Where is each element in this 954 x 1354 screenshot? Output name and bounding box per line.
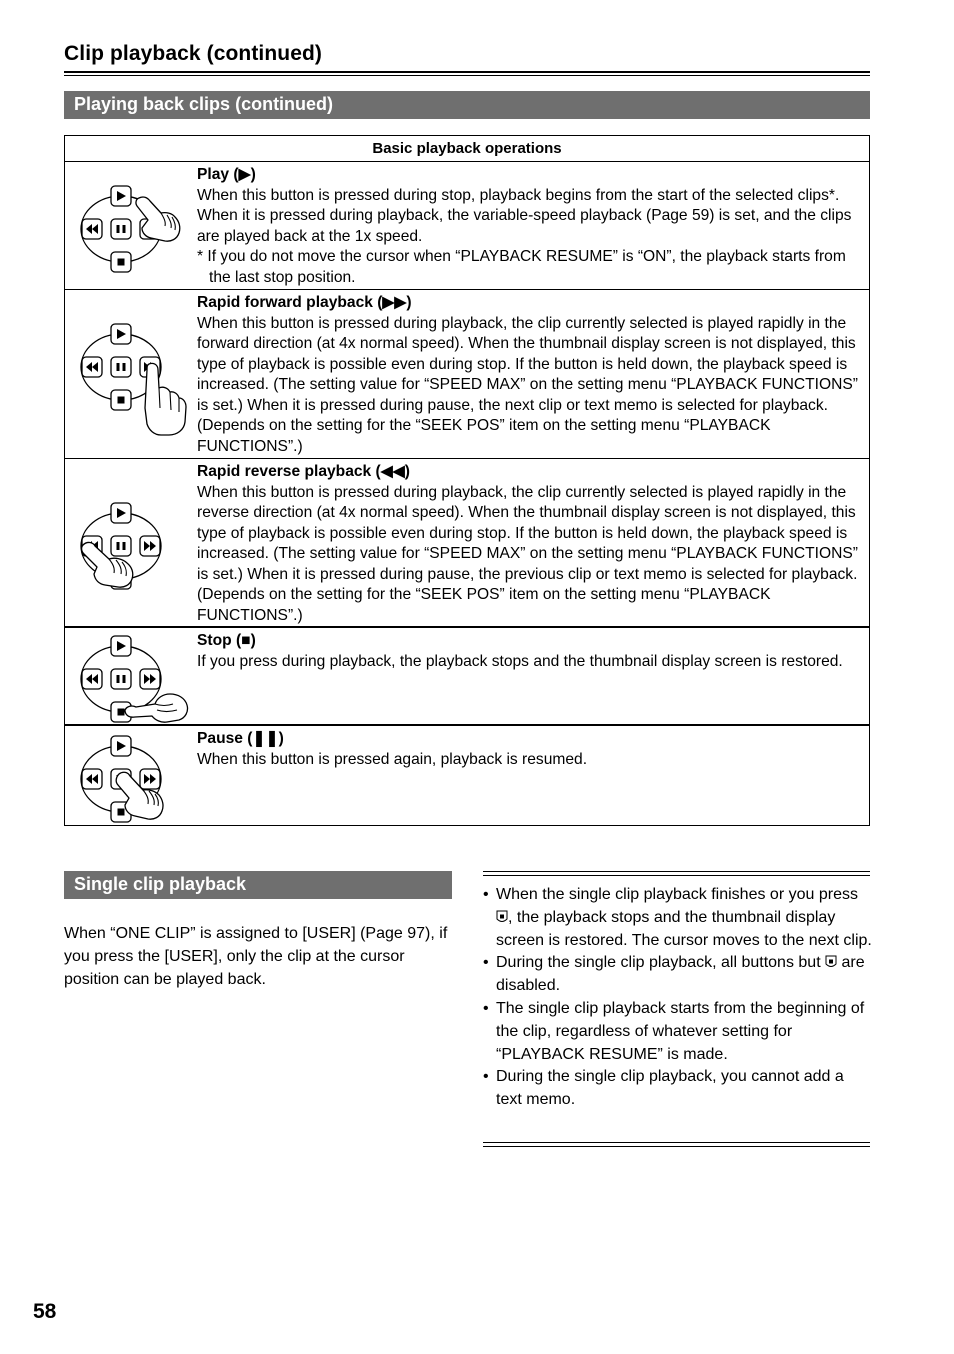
table-row-rapid-reverse xyxy=(65,459,869,628)
page-title: Clip playback (continued) xyxy=(64,42,323,65)
notes-bottom-rule xyxy=(483,1142,870,1143)
playback-operations-table xyxy=(64,135,870,826)
notes-top-rule-2 xyxy=(483,875,870,876)
stop-button-icon xyxy=(496,910,508,924)
table-header: Basic playback operations xyxy=(65,136,869,162)
section-heading-single-clip: Single clip playback xyxy=(64,871,452,899)
single-clip-paragraph: When “ONE CLIP” is assigned to [USER] (Page 97), if you press the [USER], only the clip at the cursor position can be played back. xyxy=(64,925,448,988)
notes-bottom-rule-2 xyxy=(483,1146,870,1147)
bullet: • xyxy=(483,999,489,1017)
play-button-illustration xyxy=(75,180,191,276)
list-item: • When the single clip playback finishes or you press , the playback stops and the thumbnail display screen is restored. The cursor moves to the next clip. xyxy=(483,886,872,949)
list-item: • During the single clip playback, you cannot add a text memo. xyxy=(483,1068,844,1109)
pause-button-illustration xyxy=(75,732,191,828)
hand-pointer-icon xyxy=(145,363,186,435)
title-rule xyxy=(64,71,870,73)
list-item: • During the single clip playback, all buttons but are disabled. xyxy=(483,954,865,995)
operation-description: When this button is pressed during playback, the clip currently selected is played rapidly in the reverse direction (at 4x normal speed). When the thumbnail display screen is not displayed, this type of playback is possible even during stop. If the button is held down, the playback speed is increased. (The setting value for “SPEED MAX” on the setting menu “PLAYBACK FUNCTIONS” is set.) When it is pressed during pause, the previous clip or text memo is selected for playback. (Depends on the setting for the “SEEK POS” item on the setting menu “PLAYBACK FUNCTIONS”.) xyxy=(197,483,858,624)
bullet: • xyxy=(483,1068,489,1086)
title-rule-thin xyxy=(64,75,870,76)
rapid-reverse-illustration xyxy=(75,497,191,593)
operation-title: Pause (❚❚) xyxy=(197,730,284,747)
list-item: • The single clip playback starts from the beginning of the clip, regardless of whatever setting for “PLAYBACK RESUME” is made. xyxy=(483,999,865,1063)
operation-description: If you press during playback, the playback stops and the thumbnail display screen is restored. xyxy=(197,652,843,670)
operation-title: Stop (■) xyxy=(197,632,256,649)
operation-description: When this button is pressed during playback, the clip currently selected is played rapidly in the forward direction (at 4x normal speed). When the thumbnail display screen is not displayed, this type of playback is possible even during stop. If the button is held down, the playback speed is increased. (The setting value for “SPEED MAX” on the setting menu “PLAYBACK FUNCTIONS” is set.) When it is pressed during pause, the next clip or text memo is selected for playback. (Depends on the setting for the “SEEK POS” item on the setting menu “PLAYBACK FUNCTIONS”.) xyxy=(197,314,858,455)
table-row-pause xyxy=(65,726,869,826)
table-row-stop xyxy=(65,628,869,726)
operation-description: When this button is pressed during stop, playback begins from the start of the selected clips*. When it is pressed during playback, the variable-speed playback (Page 59) is set, and the clips are played back at the 1x speed. xyxy=(197,186,852,245)
stop-button-illustration xyxy=(75,632,191,724)
section-heading-playing-back: Playing back clips (continued) xyxy=(64,91,870,119)
operation-title: Rapid reverse playback (◀◀) xyxy=(197,463,410,480)
operation-title: Play (▶) xyxy=(197,166,256,183)
bullet: • xyxy=(483,886,489,903)
notes-list xyxy=(483,884,873,1112)
operation-title: Rapid forward playback (▶▶) xyxy=(197,294,412,311)
rapid-forward-illustration xyxy=(75,318,191,436)
operation-description: When this button is pressed again, playback is resumed. xyxy=(197,750,588,768)
table-row-play xyxy=(65,162,869,290)
table-row-rapid-forward xyxy=(65,290,869,459)
page-number: 58 xyxy=(33,1300,57,1323)
notes-top-rule xyxy=(483,871,870,872)
bullet: • xyxy=(483,954,489,972)
stop-button-icon xyxy=(825,955,837,969)
operation-note: * If you do not move the cursor when “PLAYBACK RESUME” is “ON”, the playback starts from the last stop position. xyxy=(197,248,846,286)
